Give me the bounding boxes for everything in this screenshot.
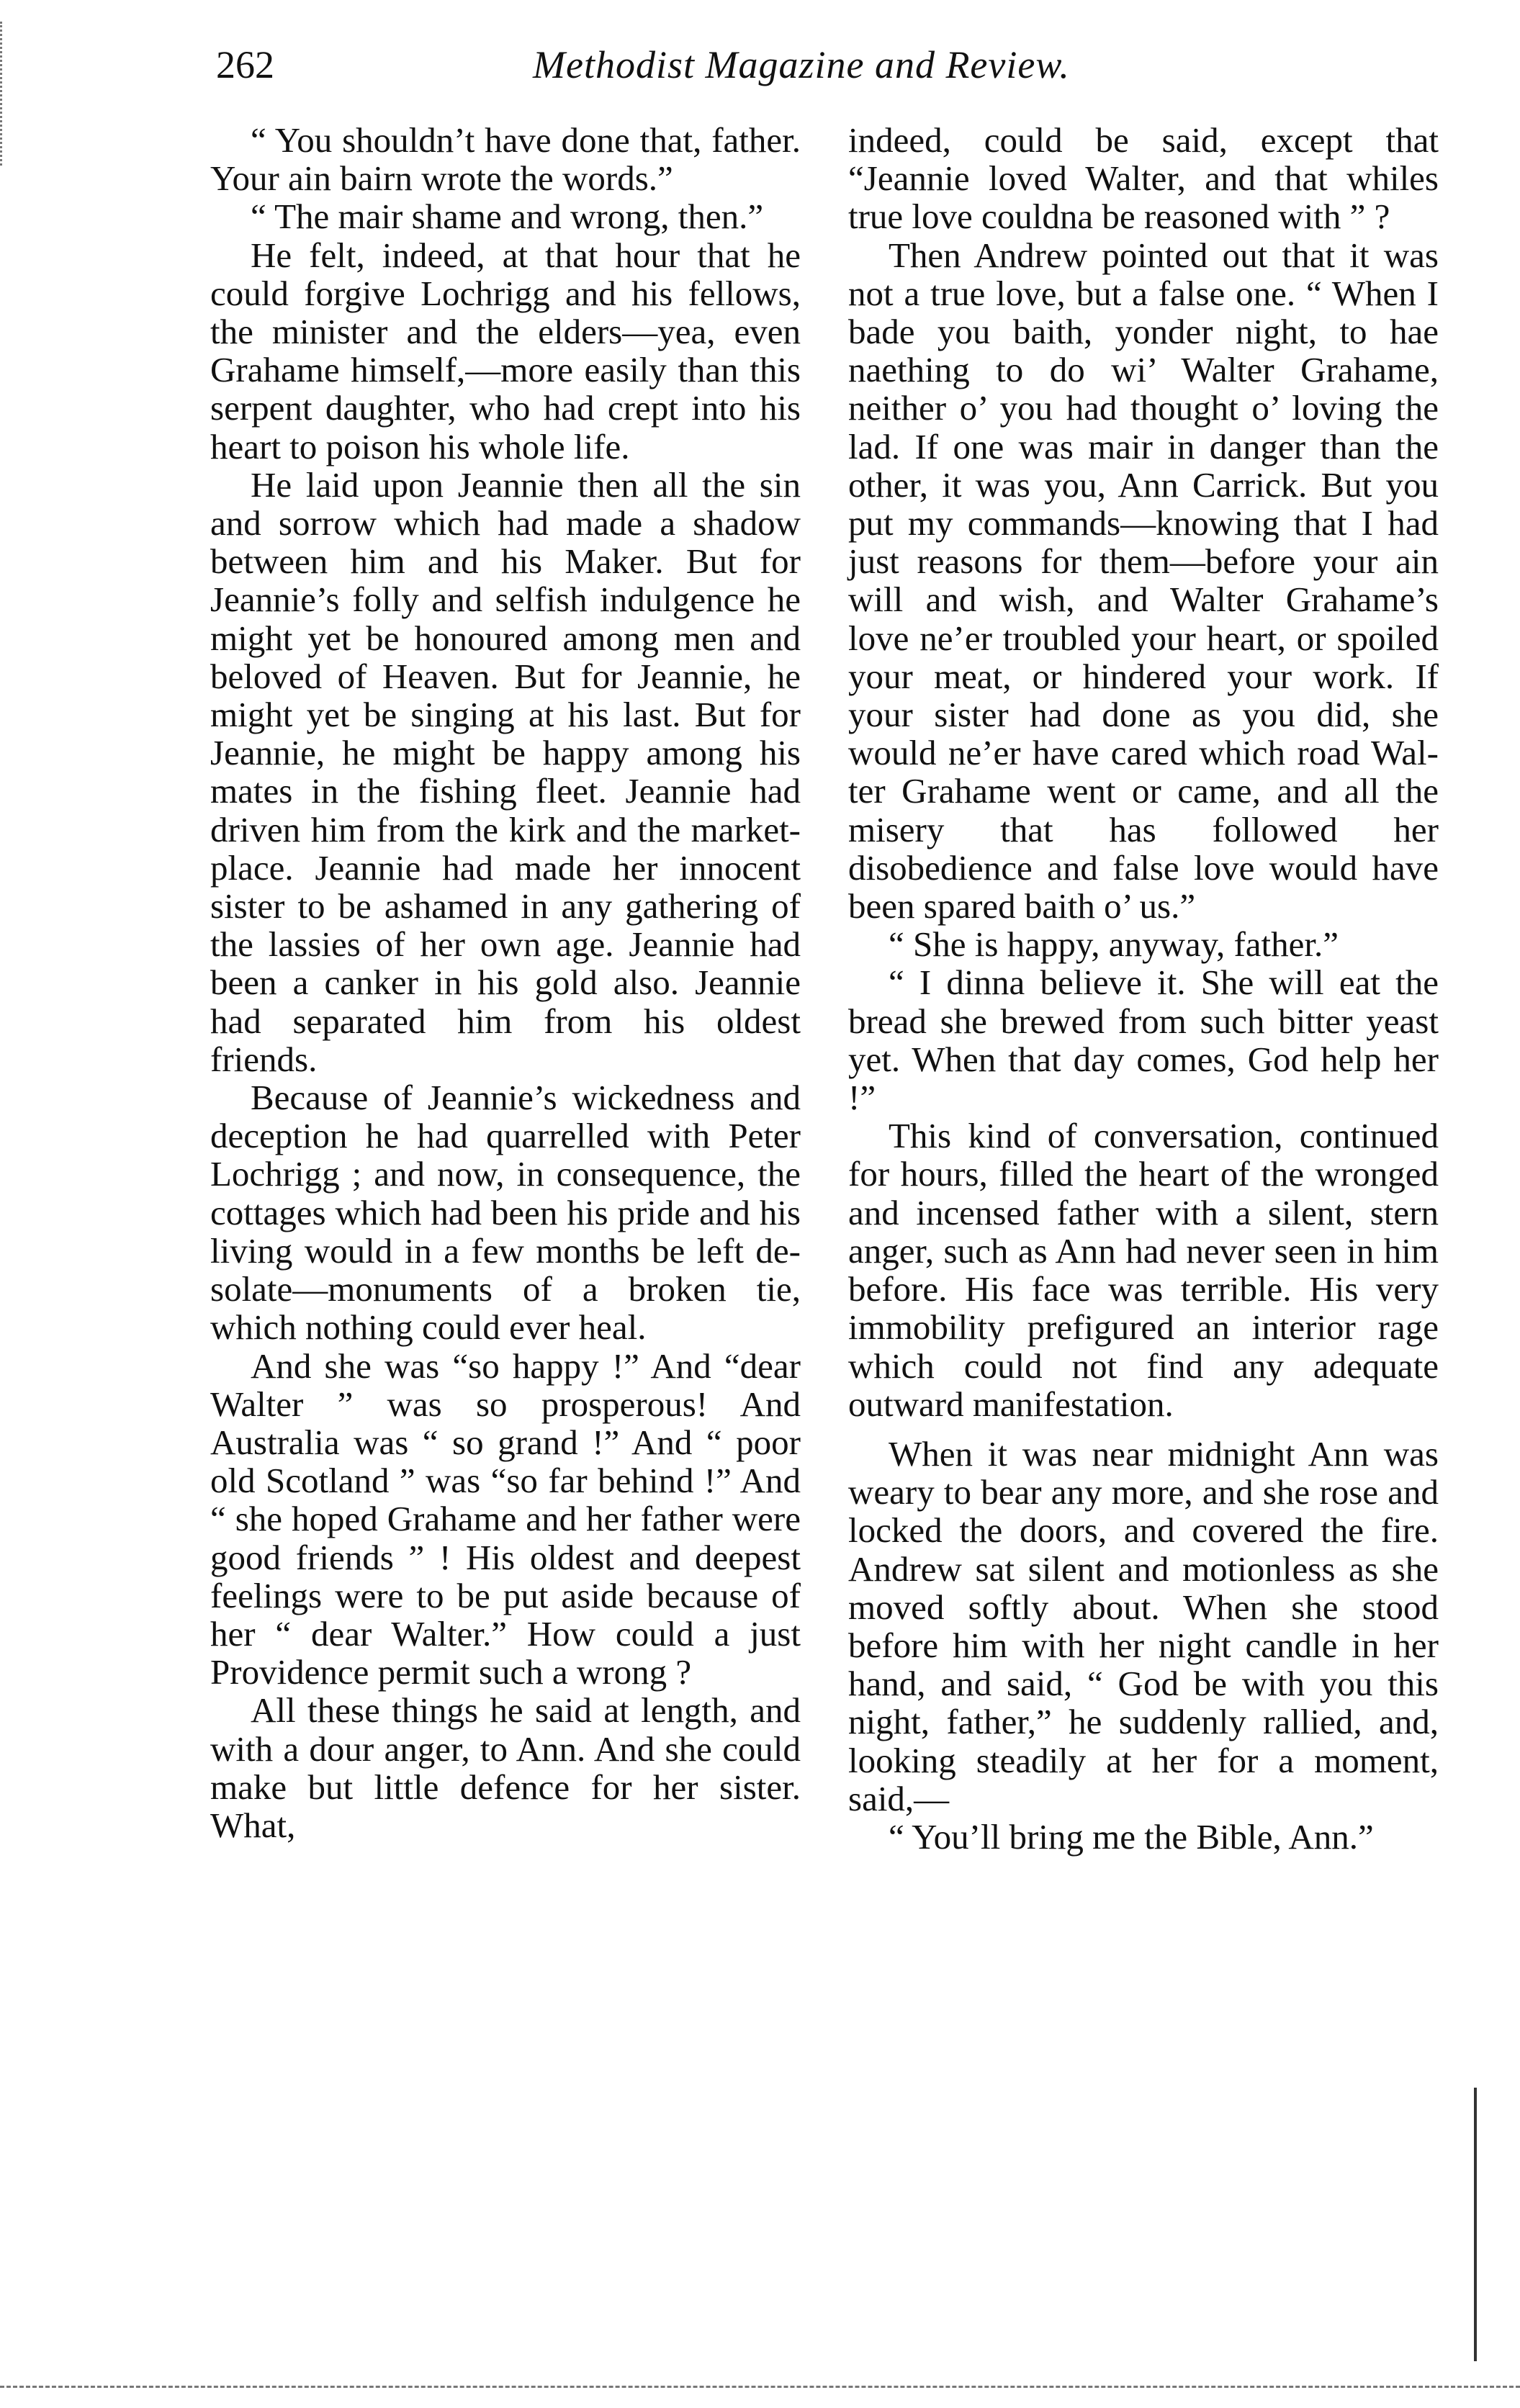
paragraph: And she was “so happy !” And “dear Walter ” was so prosperous! And Australia was “ so grand !” And “ poor old Scotland ” was “so far behind !” And “ she hoped Grahame and her father were good friends ” ! His oldest and deepest feelings were to be put aside because of her “ dear Walter.” How could a just Providence permit such a wrong ? xyxy=(210,1345,801,1692)
running-title: Methodist Magazine and Review. xyxy=(533,43,1070,86)
paragraph: Because of Jeannie’s wickedness and deception he had quarrelled with Peter Lochrigg ; and now, in consequence, the cottages which had been his pride and his living would in a few months be left desolate—monuments of a broken tie, which nothing could ever heal. xyxy=(210,1078,801,1348)
paragraph: He laid upon Jeannie then all the sin and sorrow which had made a shadow between him and his Maker. But for Jeannie’s folly and selfish indulgence he might yet be honoured among men and beloved of Heaven. But for Jeannie, he might yet be singing at his last. But for Jeannie, he might be happy among his mates in the fishing fleet. Jeannie had driven him from the kirk and the market-place. Jeannie had made her innocent sister to be ashamed in any gathering of the lassies of her own age. Jeannie had been a canker in his gold also. Jeannie had separated him from his oldest friends. xyxy=(210,464,801,1079)
paragraph: Then Andrew pointed out that it was not a true love, but a false one. “ When I bade you baith, yonder night, to hae naething to do wi’ Walter Grahame, neither o’ you had thought o’ loving the lad. If one was mair in danger than the other, it was you, Ann Carrick. But you put my commands—knowing that I had just reasons for them—before your ain will and wish, and Walter Grahame’s love ne’er troubled your heart, or spoiled your meat, or hindered your work. If your sister had done as you did, she would ne’er have cared which road Walter Grahame went or came, and all the misery that has followed her disobedience and false love would have been spared baith o’ us.” xyxy=(848,235,1439,926)
page-number: 262 xyxy=(216,43,274,86)
paragraph: When it was near midnight Ann was weary to bear any more, and she rose and locked the doors, and covered the fire. Andrew sat silent and motionless as she moved softly about. When she stood before him with her night candle in her hand, and said, “ God be with you this night, father,” he suddenly rallied, and, looking steadily at her for a moment, said,— xyxy=(848,1433,1439,1818)
page-header xyxy=(216,29,1267,94)
paragraph: “ You’ll bring me the Bible, Ann.” xyxy=(889,1816,1374,1857)
paragraph: All these things he said at length, and with a dour anger, to Ann. And she could make but little defence for her sister. What, xyxy=(210,1690,801,1845)
paragraph: “ I dinna believe it. She will eat the bread she brewed from such bitter yeast yet. When that day comes, God help her !” xyxy=(848,962,1439,1118)
paragraph: This kind of conversation, continued for hours, filled the heart of the wronged and incensed father with a silent, stern anger, such as Ann had never seen in him before. His face was terrible. His very immobility prefigured an interior rage which could not find any adequate outward manifestation. xyxy=(848,1116,1439,1424)
paragraph: He felt, indeed, at that hour that he could forgive Lochrigg and his fellows, the minister and the elders—yea, even Grahame himself,—more easily than this serpent daughter, who had crept into his heart to poison his whole life. xyxy=(210,235,801,466)
paragraph: “ You shouldn’t have done that, father. Your ain bairn wrote the words.” xyxy=(210,120,801,199)
bottom-scan-edge xyxy=(0,2384,1520,2388)
paragraph: “ She is happy, anyway, father.” xyxy=(889,924,1339,965)
paragraph-continued: indeed, could be said, except that “Jeannie loved Walter, and that whiles true love couldna be reasoned with ” ? xyxy=(848,120,1439,237)
paragraph: “ The mair shame and wrong, then.” xyxy=(251,197,764,237)
right-margin-rule xyxy=(1470,2088,1477,2361)
left-margin-marks xyxy=(0,22,12,166)
left-column xyxy=(210,121,801,1844)
right-column xyxy=(848,121,1439,1856)
